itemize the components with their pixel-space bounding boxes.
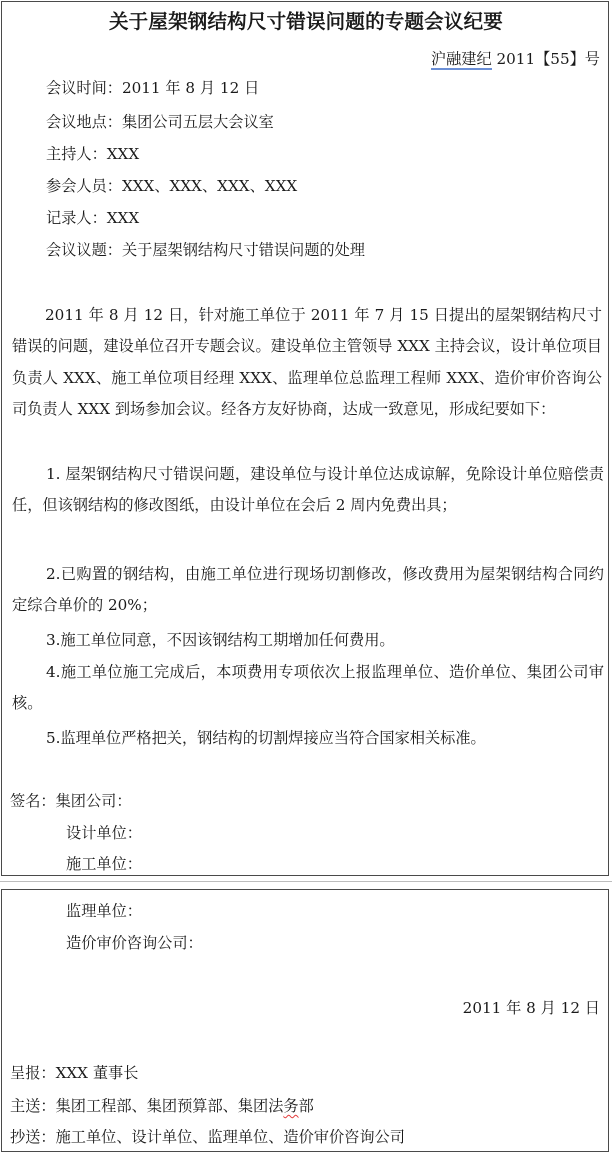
meeting-host: 主持人：XXX [46,145,140,163]
document-number-code: 2011【55】号 [491,50,600,68]
main-send-text-end: 部 [298,1097,314,1115]
signature-design-unit: 设计单位： [66,824,142,842]
main-send-line [10,1095,314,1117]
document-number-prefix: 沪融建纪 [430,50,492,68]
signature-construction-unit: 施工单位： [66,855,142,873]
spellcheck-flagged-char: 务 [283,1097,299,1115]
report-to-line: 呈报：XXX 董事长 [10,1064,139,1082]
document-page-1 [1,1,609,876]
page-separator [0,881,612,882]
signature-cost-consulting: 造价审价咨询公司： [66,934,203,952]
signature-supervision-unit: 监理单位： [66,902,142,920]
document-date: 2011 年 8 月 12 日 [462,999,600,1017]
main-send-text: 主送：集团工程部、集团预算部、集团法 [10,1097,284,1115]
resolution-item-5: 5.监理单位严格把关，钢结构的切割焊接应当符合国家相关标准。 [46,729,486,747]
document-number [431,48,600,70]
cc-line: 抄送：施工单位、设计单位、监理单位、造价审价咨询公司 [10,1128,405,1146]
document-page-2 [1,889,609,1152]
resolution-item-1: 1. 屋架钢结构尺寸错误问题，建设单位与设计单位达成谅解，免除设计单位赔偿责任，但该钢结构的修改图纸，由设计单位在会后 2 周内免费出具； [12,465,604,515]
meeting-recorder: 记录人：XXX [46,209,140,227]
meeting-place: 会议地点：集团公司五层大会议室 [46,113,274,131]
resolution-item-2: 2.已购置的钢结构，由施工单位进行现场切割修改，修改费用为屋架钢结构合同约定综合单价的 20%； [12,565,604,615]
meeting-topic: 会议议题：关于屋架钢结构尺寸错误问题的处理 [46,241,365,259]
resolution-item-4: 4.施工单位施工完成后，本项费用专项依次上报监理单位、造价单位、集团公司审核。 [12,663,604,713]
intro-paragraph: 2011 年 8 月 12 日，针对施工单位于 2011 年 7 月 15 日提出的屋架钢结构尺寸错误的问题，建设单位召开专题会议。建设单位主管领导 XXX 主持会议，设计单位项目负责人 XXX、施工单位项目经理 XXX、监理单位总监理工程师 XXX、造价审价咨询公司负责人 XXX 到场参加会议。经各方友好协商，达成一致意见，形成纪要如下： [12,306,602,418]
meeting-attendees: 参会人员：XXX、XXX、XXX、XXX [46,177,298,195]
meeting-time: 会议时间：2011 年 8 月 12 日 [46,79,260,97]
signature-group-label: 签名：集团公司： [10,792,132,810]
document-title: 关于屋架钢结构尺寸错误问题的专题会议纪要 [108,10,503,33]
resolution-item-3: 3.施工单位同意，不因该钢结构工期增加任何费用。 [46,631,395,649]
